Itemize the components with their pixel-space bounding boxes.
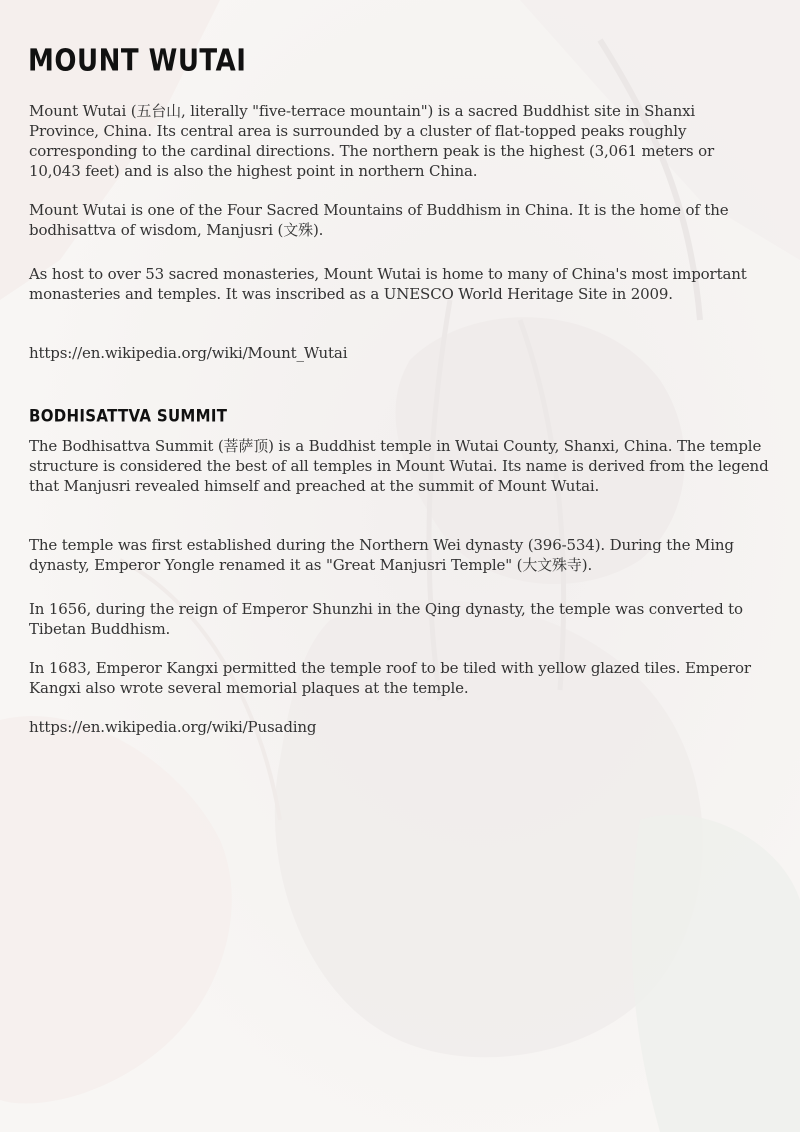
bodhisattva-summit-paragraph-4: In 1683, Emperor Kangxi permitted the temple roof to be tiled with yellow glazed tiles. Emperor Kangxi also wrote several memorial plaques at the temple. [29,659,751,697]
bodhisattva-summit-paragraph-3: In 1656, during the reign of Emperor Shunzhi in the Qing dynasty, the temple was converted to Tibetan Buddhism. [29,600,743,638]
bodhisattva-summit-paragraph-1: The Bodhisattva Summit (菩萨顶) is a Buddhist temple in Wutai County, Shanxi, China. The temple structure is considered the best of all temples in Mount Wutai. Its name is derived from the legend that Manjusri revealed himself and preached at the summit of Mount Wutai. [29,437,769,495]
mount-wutai-source-link[interactable]: https://en.wikipedia.org/wiki/Mount_Wutai [29,344,348,362]
mount-wutai-paragraph-1: Mount Wutai (五台山, literally "five-terrace mountain") is a sacred Buddhist site in Shanxi Province, China. Its central area is surrounded by a cluster of flat-topped peaks roughly corresponding to the cardinal directions. The northern peak is the highest (3,061 meters or 10,043 feet) and is also the highest point in northern China. [29,102,714,180]
bodhisattva-summit-source-link[interactable]: https://en.wikipedia.org/wiki/Pusading [29,718,317,736]
mount-wutai-paragraph-2: Mount Wutai is one of the Four Sacred Mountains of Buddhism in China. It is the home of the bodhisattva of wisdom, Manjusri (文殊). [29,201,729,239]
section-title-mount-wutai: MOUNT WUTAI [28,44,247,79]
mount-wutai-paragraph-3: As host to over 53 sacred monasteries, Mount Wutai is home to many of China's most important monasteries and temples. It was inscribed as a UNESCO World Heritage Site in 2009. [29,265,747,303]
section-title-bodhisattva-summit: BODHISATTVA SUMMIT [29,406,228,426]
bodhisattva-summit-paragraph-2: The temple was first established during the Northern Wei dynasty (396-534). During the Ming dynasty, Emperor Yongle renamed it as "Great Manjusri Temple" (大文殊寺). [29,536,734,574]
